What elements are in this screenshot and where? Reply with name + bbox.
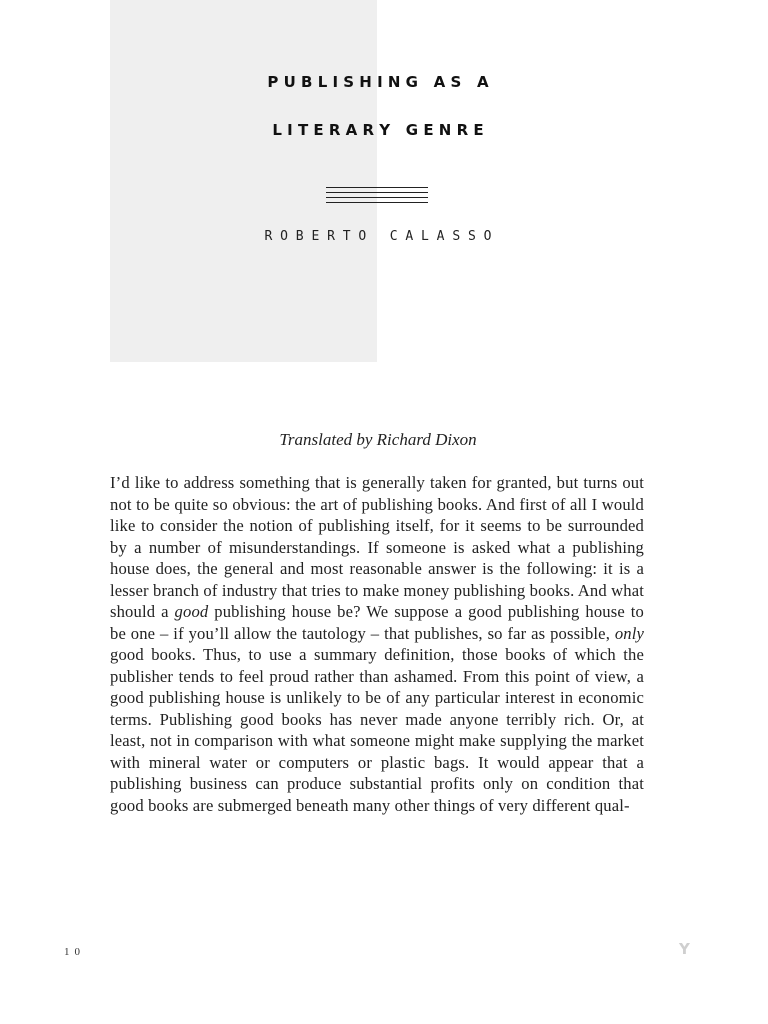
rule-line [326,202,428,203]
author-name: R O B E R T O C A L A S S O [264,229,492,244]
page-number: 10 [64,946,85,958]
body-text-run: I’d like to address something that is generally taken for granted, but turns out not to be quite so obvious: the art of publishing books. And first of all I would like to consider the notion of publishing itself, for it seems to be surrounded by a number of misunderstandings. If someone is asked what a publishing house does, the general and most reasonable answer is the following: it is a lesser branch of industry that tries to make money publishing books. And what should a [110,473,644,621]
emphasis-only: only [614,623,644,643]
decorative-rule-lines [326,187,428,205]
body-text [110,472,644,816]
body-text-run: publishing house be? We suppose a good publishing house to be one – if you’ll allow the tautology – that publishes, so far as possible, [110,602,644,643]
book-title [110,73,646,139]
title-background-panel [110,0,377,362]
title-line-1: P U B L I S H I N G A S A [267,73,489,91]
emphasis-good: good [174,602,209,621]
body-text-run: good books. Thus, to use a summary definition, those books of which the publisher tends to feel proud rather than ashamed. From this point of view, a good publishing house is unlikely to be of any particular interest in economic terms. Publishing good books has never made anyone terribly rich. Or, at least, not in comparison with what someone might make supplying the market with mineral water or computers or plastic bags. It would appear that a publishing business can produce substantial profits only on condition that good books are submerged beneath many other things of very different qual- [110,645,644,815]
rule-line [326,187,428,188]
rule-line [326,192,428,193]
translator-credit: Translated by Richard Dixon [279,430,477,449]
body-paragraph [110,472,644,816]
rule-line [326,197,428,198]
corner-mark: Y [679,940,690,958]
title-line-2: L I T E R A R Y G E N R E [272,121,484,139]
